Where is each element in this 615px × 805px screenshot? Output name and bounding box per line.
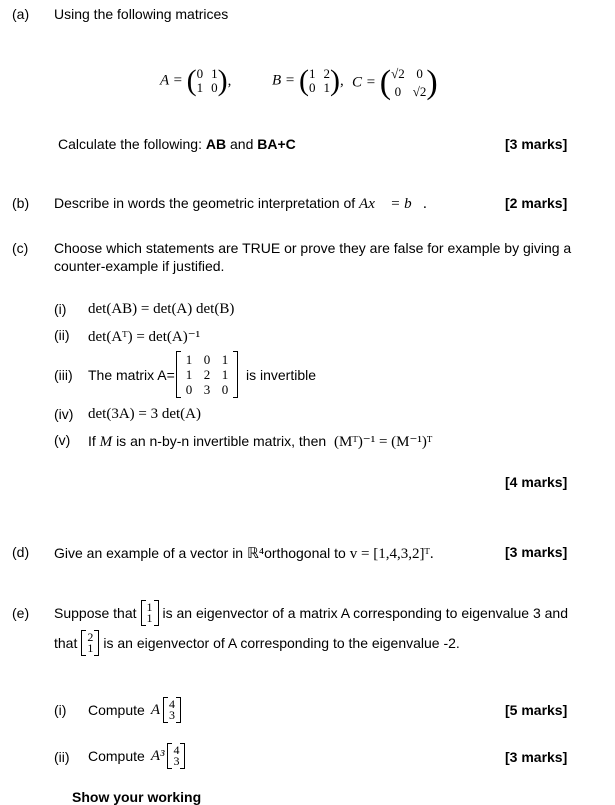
item-c-ii-num: (ii) [54,327,70,343]
eigvec-1 [141,600,159,626]
eigvec-1-rb [154,600,159,626]
item-c-v-text [88,432,432,451]
part-d-text [54,544,434,563]
part-e-i-num: (i) [54,702,67,718]
vec-43-i-rb [176,697,181,723]
matrix-a-name: A = [160,72,183,89]
part-e-l2-post: is an eigenvector of A corresponding to the eigenvalue -2. [103,635,460,651]
part-b-marks: [2 marks] [505,195,568,211]
eigvec-1-bottom: 1 [146,611,153,625]
part-e-ii-compute: Compute [88,748,145,764]
part-e-i-text [88,697,181,723]
vec-43-i [163,697,181,723]
part-e-ii-marks: [3 marks] [505,749,568,765]
item-c-iv-num: (iv) [54,406,74,422]
matrix-3x3-cell: 1 [185,367,193,382]
item-c-ii-expr: det(Aᵀ) = det(A)⁻¹ [88,329,201,345]
part-c-line2: counter-example if justified. [54,258,225,274]
part-b-label: (b) [12,195,30,211]
eigvec-2-rb [94,630,99,656]
matrix-a-block [160,64,231,98]
part-b-expr: Ax⃗ = b⃗. [359,196,428,212]
matrix-b: ( 1 2 0 1 ) , [298,64,344,97]
part-e-ii-text [88,743,185,769]
item-c-iv-expr: det(3A) = 3 det(A) [88,406,202,422]
vec-43-ii-bottom: 3 [173,754,180,768]
vec-43-ii-top: 4 [173,743,180,757]
matrix-3x3-cell: 0 [203,352,211,367]
eigvec-2 [81,630,99,656]
part-c-line1: Choose which statements are TRUE or prove they are false for example by giving a [54,240,572,256]
matrix-3x3-right-bracket [233,351,238,398]
item-c-i-num: (i) [54,301,67,317]
item-c-v-mid: is an n-by-n invertible matrix, then [116,433,327,449]
part-c-label: (c) [12,240,29,256]
part-e-l1-pre: Suppose that [54,605,137,621]
part-d-desc2: orthogonal to [264,545,346,561]
matrix-3x3-cell: 1 [221,352,229,367]
item-c-v-prefix: If [88,433,96,449]
matrix-3x3-cell: 0 [221,382,229,397]
calc-ab: AB [205,136,227,152]
part-d-desc: Give an example of a vector in [54,545,244,561]
matrix-c-block [352,64,438,102]
matrix-b-block [272,64,344,98]
part-b-text [54,195,427,213]
calc-prefix: Calculate the following: [58,136,202,152]
matrix-a-cell: 1 [196,80,204,95]
matrix-3x3-cell: 2 [203,367,211,382]
part-d-space: ℝ⁴ [247,546,265,562]
part-e-i-a: A [150,701,160,718]
part-e-l2-pre: that [54,635,78,651]
eigvec-2-bottom: 1 [87,641,94,655]
item-c-iii-prefix: The matrix A= [88,367,175,383]
matrix-c-cell: √2 [391,66,405,81]
vec-43-i-bottom: 3 [168,708,175,722]
vec-43-ii-rb [180,743,185,769]
matrix-3x3-cell: 1 [221,367,229,382]
part-a-calc [58,136,296,152]
matrix-c-cell: 0 [416,66,423,81]
matrix-a: ( 0 1 1 0 ) , [186,64,232,97]
calc-and: and [230,136,254,152]
part-e-line1 [54,600,568,626]
matrix-b-cell: 1 [308,66,316,81]
item-c-iii-num: (iii) [54,367,73,383]
part-e-l1-post: is an eigenvector of a matrix A corresponding to eigenvalue 3 and [162,605,568,621]
part-a-marks: [3 marks] [505,136,568,152]
part-d-marks: [3 marks] [505,544,568,560]
matrix-c-cell: √2 [412,84,427,99]
item-c-i-expr: det(AB) = det(A) det(B) [88,301,235,317]
part-c-marks: [4 marks] [505,474,568,490]
item-c-v-m: M [99,434,113,450]
item-c-iii-suffix: is invertible [246,367,317,383]
part-e-label: (e) [12,605,30,621]
matrix-3x3-cell: 0 [185,382,193,397]
show-working-note: Show your working [72,789,202,805]
matrix-c-cell: 0 [394,84,402,99]
matrix-3x3 [176,351,238,398]
part-e-ii-a: A³ [150,747,165,764]
matrix-3x3-cell: 3 [203,382,211,397]
eigvec-2-top: 2 [87,630,94,644]
matrix-3x3-cell: 1 [185,352,193,367]
item-c-v-num: (v) [54,432,71,448]
part-a-intro: Using the following matrices [54,6,229,22]
part-e-ii-num: (ii) [54,749,70,765]
item-c-v-expr: (Mᵀ)⁻¹ = (M⁻¹)ᵀ [334,434,433,450]
matrix-a-cell: 1 [211,66,218,81]
matrix-c-name: C = [352,74,376,91]
eigvec-1-top: 1 [146,600,153,614]
part-d-label: (d) [12,544,30,560]
matrix-a-cell: 0 [196,66,204,81]
vec-43-ii [167,743,185,769]
part-d-vec: v = [1,4,3,2]ᵀ. [349,546,434,562]
matrix-b-cell: 1 [323,80,330,95]
calc-bac: BA+C [257,136,296,152]
part-e-i-compute: Compute [88,702,145,718]
matrix-b-cell: 2 [323,66,330,81]
matrix-c: ( √2 0 0 √2 ) [379,64,438,101]
part-b-desc: Describe in words the geometric interpretation of [54,195,356,211]
part-a-label: (a) [12,6,30,22]
matrix-b-cell: 0 [308,80,316,95]
matrix-b-name: B = [272,72,296,89]
vec-43-i-top: 4 [168,697,175,711]
part-e-line2 [54,630,460,656]
part-e-i-marks: [5 marks] [505,702,568,718]
matrix-a-cell: 0 [211,80,218,95]
